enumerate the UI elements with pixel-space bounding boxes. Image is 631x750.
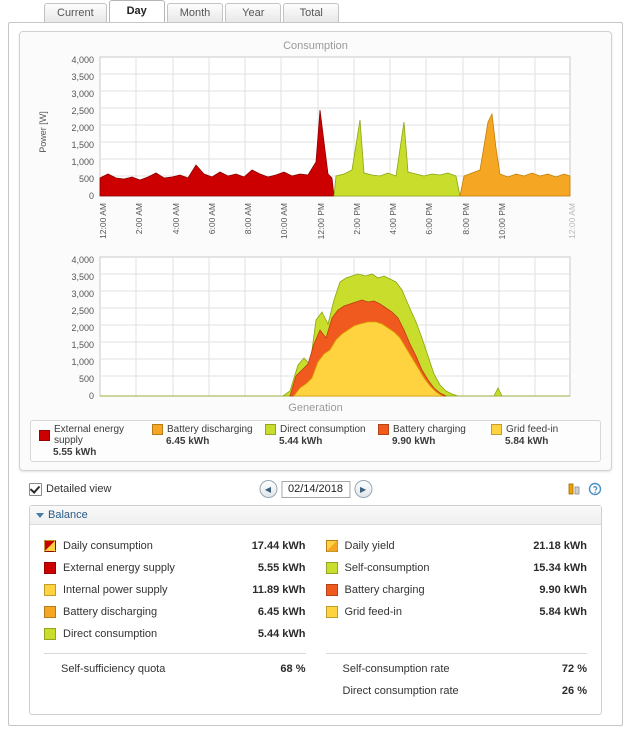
balance-label: Battery charging [344, 584, 425, 596]
checkbox-icon[interactable] [29, 483, 42, 496]
balance-value: 26 % [561, 685, 587, 697]
legend-label: Battery charging [393, 424, 466, 435]
balance-value: 21.18 kWh [533, 540, 587, 552]
svg-text:1,000: 1,000 [71, 357, 94, 367]
balance-row-daily-consumption [44, 535, 306, 557]
divider [326, 653, 588, 654]
balance-value: 11.89 kWh [252, 584, 306, 596]
balance-title: Balance [48, 509, 88, 521]
legend-label: Grid feed-in [506, 424, 559, 435]
balance-label: Daily consumption [63, 540, 153, 552]
balance-row-internal-power-supply [44, 579, 306, 601]
legend-label: External energy supply [54, 424, 125, 446]
balance-row-battery-discharging [44, 601, 306, 623]
swatch-icon [44, 584, 56, 596]
chart-legend [30, 420, 601, 462]
legend-value: 9.90 kWh [392, 436, 436, 447]
balance-value: 6.45 kWh [257, 606, 306, 618]
svg-text:2,500: 2,500 [71, 306, 94, 316]
balance-row-direct-consumption [44, 623, 306, 645]
swatch-icon [44, 606, 56, 618]
charts-card [19, 31, 612, 471]
legend-value: 5.44 kWh [279, 436, 323, 447]
svg-text:3,500: 3,500 [71, 72, 94, 82]
svg-text:1,500: 1,500 [71, 340, 94, 350]
balance-right-column [316, 535, 598, 702]
swatch-icon [44, 628, 56, 640]
balance-label: Grid feed-in [344, 606, 402, 618]
svg-text:2,000: 2,000 [71, 123, 94, 133]
svg-text:Power [W]: Power [W] [38, 111, 48, 153]
svg-text:12:00 AM: 12:00 AM [567, 203, 577, 239]
balance-row-external-energy-supply [44, 557, 306, 579]
date-navigator [259, 480, 372, 498]
legend-swatch-icon [39, 430, 50, 441]
collapse-arrow-icon[interactable] [36, 513, 44, 518]
divider [44, 653, 306, 654]
balance-row-self-consumption [326, 557, 588, 579]
svg-text:2,000: 2,000 [71, 323, 94, 333]
svg-text:12:00 PM: 12:00 PM [316, 203, 326, 240]
balance-section [29, 505, 602, 715]
balance-row-self-sufficiency-quota [44, 658, 306, 680]
balance-label: Self-sufficiency quota [61, 663, 166, 675]
chart-toolbar [29, 479, 602, 499]
svg-text:6:00 PM: 6:00 PM [424, 203, 434, 235]
balance-label: Direct consumption rate [342, 685, 459, 697]
legend-item-battery-charging [372, 424, 485, 458]
balance-label: Daily yield [344, 540, 395, 552]
svg-text:3,000: 3,000 [71, 89, 94, 99]
detailed-view-label: Detailed view [46, 483, 112, 495]
tab-current[interactable]: Current [44, 3, 107, 22]
balance-row-direct-consumption-rate [326, 680, 588, 702]
balance-header[interactable] [30, 506, 601, 525]
legend-swatch-icon [491, 424, 502, 435]
legend-value: 6.45 kWh [166, 436, 210, 447]
svg-text:8:00 AM: 8:00 AM [243, 203, 253, 235]
balance-value: 15.34 kWh [533, 562, 587, 574]
balance-label: Battery discharging [63, 606, 158, 618]
generation-chart-title: Generation [288, 402, 343, 414]
balance-value: 72 % [561, 663, 587, 675]
detailed-view-checkbox[interactable] [29, 483, 111, 496]
legend-item-direct-consumption [259, 424, 372, 458]
balance-value: 5.44 kWh [257, 628, 306, 640]
legend-item-battery-discharging [146, 424, 259, 458]
balance-value: 68 % [280, 663, 306, 675]
balance-label: External energy supply [63, 562, 175, 574]
tab-month[interactable]: Month [167, 3, 224, 22]
swatch-icon [326, 540, 338, 552]
svg-text:500: 500 [78, 174, 94, 184]
spacer [326, 623, 588, 645]
svg-text:10:00 AM: 10:00 AM [279, 203, 289, 239]
svg-text:500: 500 [78, 374, 94, 384]
balance-label: Internal power supply [63, 584, 168, 596]
svg-text:2,500: 2,500 [71, 106, 94, 116]
previous-day-button[interactable]: ◀ [259, 480, 277, 498]
balance-row-battery-charging [326, 579, 588, 601]
swatch-icon [326, 606, 338, 618]
svg-text:1,000: 1,000 [71, 157, 94, 167]
tab-total[interactable]: Total [283, 3, 339, 22]
consumption-chart[interactable] [28, 52, 581, 252]
generation-chart[interactable] [28, 252, 581, 400]
svg-text:8:00 PM: 8:00 PM [461, 203, 471, 235]
legend-label: Battery discharging [167, 424, 253, 435]
balance-row-daily-yield [326, 535, 588, 557]
svg-text:4:00 PM: 4:00 PM [388, 203, 398, 235]
legend-value: 5.55 kWh [53, 447, 97, 458]
date-input[interactable]: 02/14/2018 [281, 481, 350, 498]
svg-text:4,000: 4,000 [71, 55, 94, 65]
svg-text:4:00 AM: 4:00 AM [171, 203, 181, 235]
svg-text:3,500: 3,500 [71, 272, 94, 282]
columns-icon[interactable] [568, 482, 582, 496]
legend-swatch-icon [378, 424, 389, 435]
balance-value: 5.84 kWh [539, 606, 587, 618]
legend-label: Direct consumption [280, 424, 366, 435]
svg-text:2:00 AM: 2:00 AM [134, 203, 144, 235]
swatch-icon [326, 584, 338, 596]
balance-value: 5.55 kWh [257, 562, 306, 574]
tab-bar [44, 0, 623, 22]
next-day-button[interactable]: ▶ [354, 480, 372, 498]
swatch-icon [326, 562, 338, 574]
svg-text:4,000: 4,000 [71, 255, 94, 265]
legend-swatch-icon [152, 424, 163, 435]
legend-item-external-energy-supply [33, 424, 146, 458]
balance-left-column [34, 535, 316, 702]
svg-text:0: 0 [88, 191, 94, 201]
day-panel [8, 22, 623, 726]
svg-text:6:00 AM: 6:00 AM [207, 203, 217, 235]
legend-value: 5.84 kWh [505, 436, 549, 447]
svg-text:3,000: 3,000 [71, 289, 94, 299]
legend-swatch-icon [265, 424, 276, 435]
balance-value: 17.44 kWh [251, 540, 306, 552]
swatch-icon [44, 562, 56, 574]
svg-text:2:00 PM: 2:00 PM [352, 203, 362, 235]
consumption-chart-title: Consumption [283, 40, 348, 52]
svg-text:12:00 AM: 12:00 AM [98, 203, 108, 239]
balance-row-grid-feed-in [326, 601, 588, 623]
tab-year[interactable]: Year [225, 3, 281, 22]
balance-label: Self-consumption rate [342, 663, 450, 675]
svg-text:10:00 PM: 10:00 PM [497, 203, 507, 240]
balance-label: Direct consumption [63, 628, 158, 640]
svg-text:0: 0 [88, 391, 94, 400]
help-icon[interactable] [588, 482, 602, 496]
legend-item-grid-feed-in [485, 424, 598, 458]
tab-day[interactable]: Day [109, 0, 165, 22]
balance-row-self-consumption-rate [326, 658, 588, 680]
balance-label: Self-consumption [344, 562, 430, 574]
balance-body [30, 525, 601, 714]
swatch-icon [44, 540, 56, 552]
balance-value: 9.90 kWh [539, 584, 587, 596]
toolbar-icons [568, 482, 602, 496]
svg-text:1,500: 1,500 [71, 140, 94, 150]
